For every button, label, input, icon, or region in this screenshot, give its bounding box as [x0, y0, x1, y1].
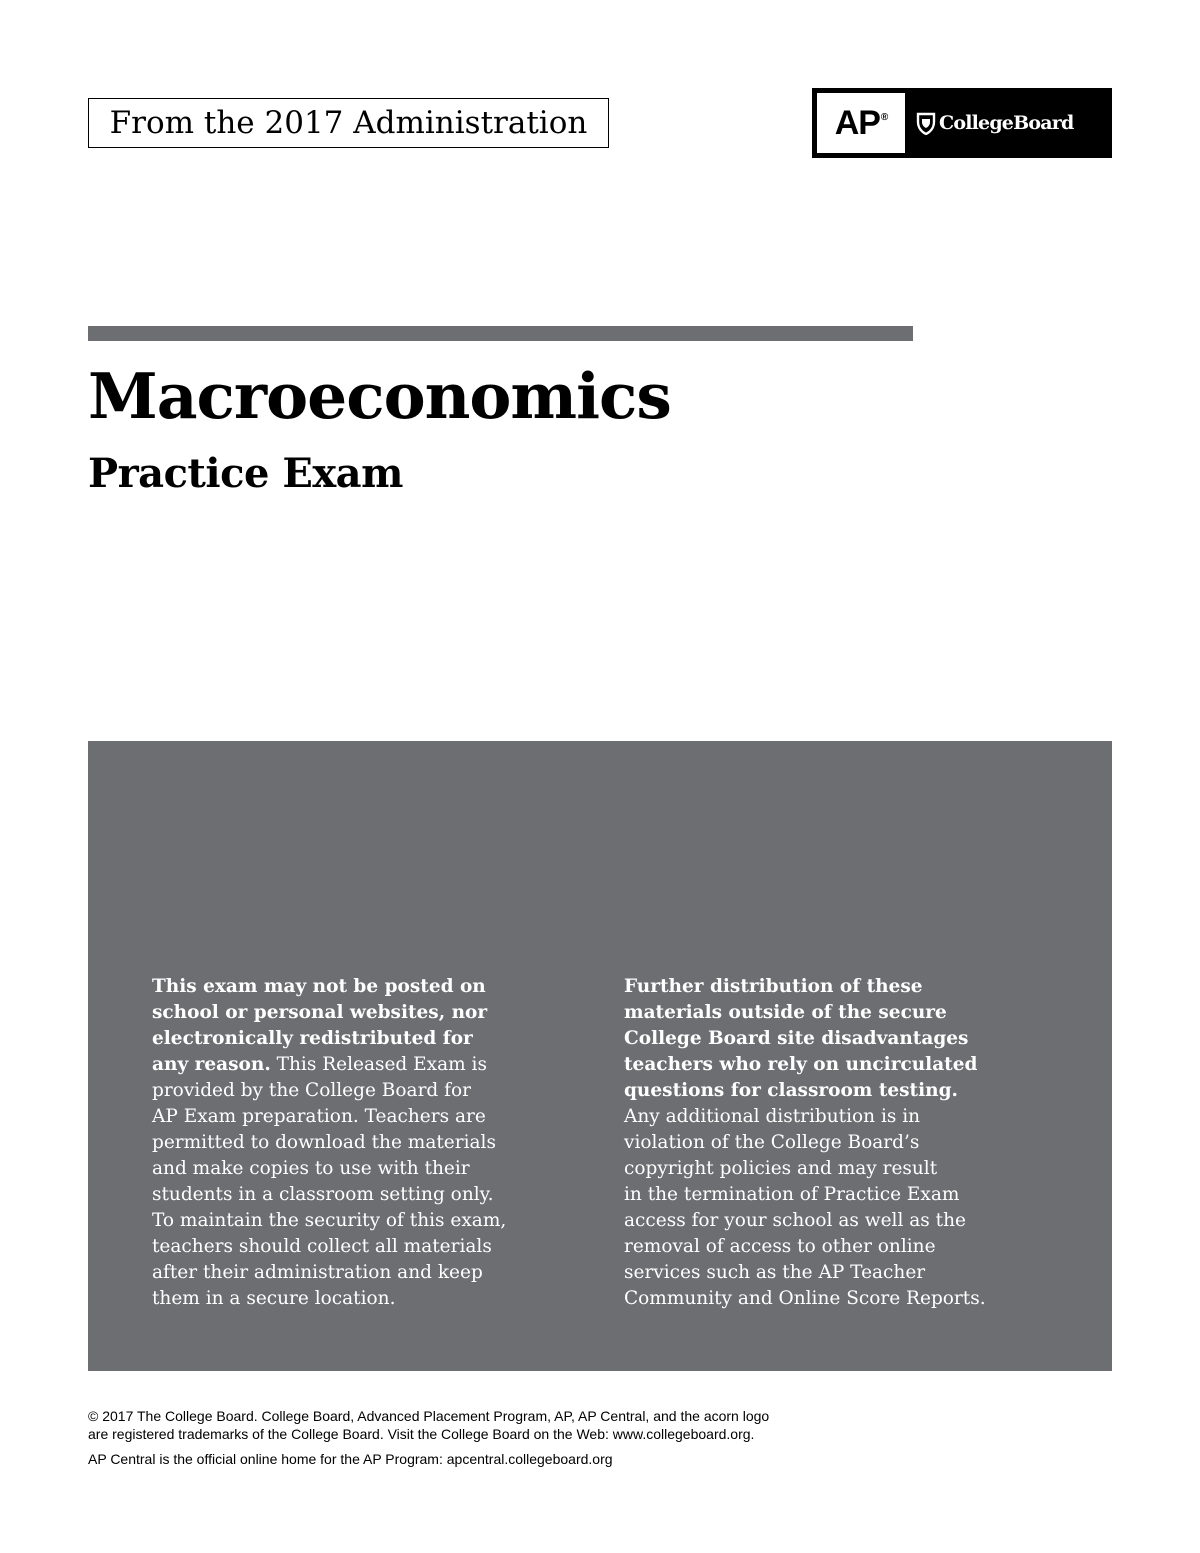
notice-line-text: permitted to download the materials [152, 1132, 496, 1153]
notice-left-column [152, 974, 506, 1312]
notice-line [624, 1286, 986, 1312]
administration-label-text: From the 2017 Administration [109, 105, 588, 141]
notice-line [624, 1130, 986, 1156]
notice-line-text: after their administration and keep [152, 1262, 483, 1283]
notice-line-bold: school or personal websites, nor [152, 1002, 488, 1023]
notice-line [624, 1234, 986, 1260]
notice-line-bold: Further distribution of these [624, 976, 923, 997]
notice-line-bold: electronically redistributed for [152, 1028, 473, 1049]
ap-logo-text: AP [834, 103, 880, 142]
notice-line-bold: teachers who rely on uncirculated [624, 1054, 978, 1075]
notice-line-text: in the termination of Practice Exam [624, 1184, 960, 1205]
notice-line [152, 1182, 506, 1208]
notice-line-text: copyright policies and may result [624, 1158, 938, 1179]
notice-line [624, 1156, 986, 1182]
notice-line [624, 974, 986, 1000]
notice-line [624, 1260, 986, 1286]
notice-line-text: To maintain the security of this exam, [152, 1210, 507, 1231]
notice-line [624, 1104, 986, 1130]
notice-line [152, 1208, 506, 1234]
notice-line [624, 1208, 986, 1234]
notice-line-bold: questions for classroom testing. [624, 1080, 958, 1101]
copyright-line-1: © 2017 The College Board. College Board, Advanced Placement Program, AP, AP Central, and the acorn logo [88, 1408, 770, 1424]
ap-logo [817, 93, 905, 153]
ap-central-line: AP Central is the official online home for the AP Program: apcentral.collegeboard.org [88, 1451, 613, 1467]
notice-line-text: removal of access to other online [624, 1236, 936, 1257]
title-rule [88, 326, 913, 341]
notice-line-text: them in a secure location. [152, 1288, 396, 1309]
notice-line-text: access for your school as well as the [624, 1210, 966, 1231]
notice-line [624, 1052, 986, 1078]
notice-line-bold: College Board site disadvantages [624, 1028, 969, 1049]
notice-line-text: and make copies to use with their [152, 1158, 470, 1179]
notice-line-text: Community and Online Score Reports. [624, 1288, 986, 1309]
notice-line [152, 1104, 506, 1130]
notice-line-bold: any reason. [152, 1054, 271, 1075]
notice-line [152, 1286, 506, 1312]
notice-panel [88, 741, 1112, 1371]
acorn-shield-icon [916, 111, 936, 135]
notice-right-column [624, 974, 986, 1312]
footer [88, 1407, 769, 1468]
notice-line [624, 1000, 986, 1026]
notice-line [624, 1182, 986, 1208]
notice-line [152, 1052, 506, 1078]
notice-line [152, 1078, 506, 1104]
ap-collegeboard-logo [812, 88, 1112, 158]
notice-line [152, 1234, 506, 1260]
collegeboard-logo [916, 88, 1073, 158]
notice-line-text: Any additional distribution is in [624, 1106, 921, 1127]
notice-line [152, 974, 506, 1000]
collegeboard-logo-text: CollegeBoard [939, 112, 1074, 134]
notice-line-text: violation of the College Board’s [624, 1132, 920, 1153]
notice-line-text: This Released Exam is [270, 1054, 487, 1075]
notice-line-text: students in a classroom setting only. [152, 1184, 494, 1205]
copyright-line-2: are registered trademarks of the College Board. Visit the College Board on the Web: www.collegeboard.org. [88, 1426, 755, 1442]
notice-line [624, 1026, 986, 1052]
notice-line-text: AP Exam preparation. Teachers are [152, 1106, 486, 1127]
ap-logo-mark: ® [880, 111, 888, 123]
notice-line-text: services such as the AP Teacher [624, 1262, 926, 1283]
administration-label [88, 98, 609, 148]
page-subtitle: Practice Exam [88, 450, 403, 497]
notice-line [152, 1000, 506, 1026]
notice-line-text: teachers should collect all materials [152, 1236, 492, 1257]
notice-line-bold: materials outside of the secure [624, 1002, 947, 1023]
notice-line [152, 1130, 506, 1156]
notice-line [152, 1156, 506, 1182]
notice-line [152, 1026, 506, 1052]
notice-line [624, 1078, 986, 1104]
page-title: Macroeconomics [88, 359, 671, 433]
notice-line-text: provided by the College Board for [152, 1080, 471, 1101]
notice-line [152, 1260, 506, 1286]
notice-line-bold: This exam may not be posted on [152, 976, 486, 997]
